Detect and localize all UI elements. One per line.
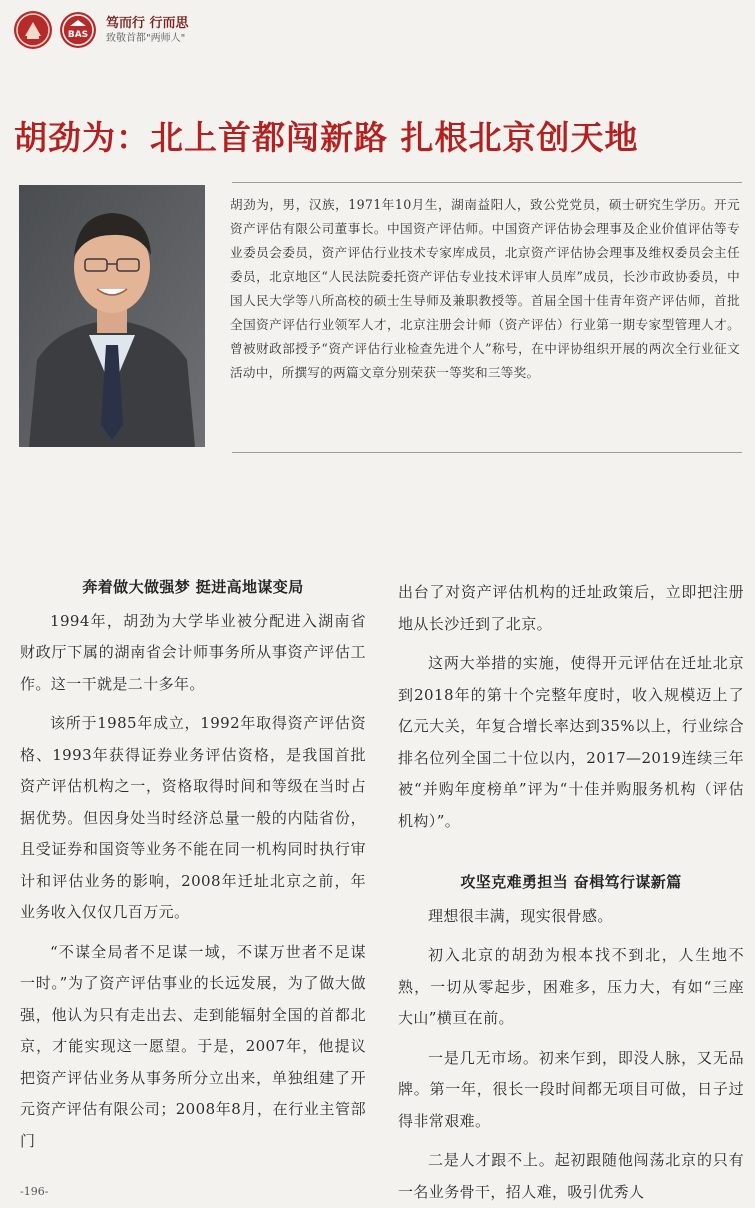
portrait-photo (19, 185, 205, 447)
page-number: -196- (20, 1185, 49, 1198)
motto-line-2: 致敬首都"两师人" (106, 32, 186, 44)
section-heading: 攻坚克难勇担当 奋楫笃行谋新篇 (460, 873, 682, 891)
paragraph: 出台了对资产评估机构的迁址政策后，立即把注册地从长沙迁到了北京。 (398, 583, 744, 633)
motto-line-1: 笃而行 行而思 (106, 15, 189, 31)
paragraph: 该所于1985年成立，1992年取得资产评估资格、1993年获得证券业务评估资格，是我国首批资产评估机构之一，资格取得时间和等级在当时占据优势。但因身处当时经济总量一般的内陆省份，且受证券和国资等业务不能在同一机构同时执行审计和评估业务的影响，2008年迁址北京之前，年业务收入仅仅几百万元。 (20, 714, 366, 921)
paragraph: 一是几无市场。初来乍到，即没人脉，又无品牌。第一年，很长一段时间都无项目可做，日子过得非常艰难。 (398, 1048, 744, 1130)
svg-text:BAS: BAS (67, 30, 89, 40)
paragraph: 1994年，胡劲为大学毕业被分配进入湖南省财政厅下属的湖南省会计师事务所从事资产评估工作。这一干就是二十多年。 (20, 611, 366, 693)
article-title: 胡劲为：北上首都闯新路 扎根北京创天地 (14, 118, 639, 157)
article-column-left (20, 572, 366, 1157)
paragraph: 二是人才跟不上。起初跟随他闯荡北京的只有一名业务骨干，招人难，吸引优秀人 (398, 1151, 744, 1201)
bas-logo-icon (60, 12, 96, 48)
page-header (14, 8, 189, 52)
section-heading: 奔着做大做强梦 挺进高地谋变局 (82, 578, 304, 596)
article-column-right (398, 577, 744, 1208)
paragraph: 这两大举措的实施，使得开元评估在迁址北京到2018年的第十个完整年度时，收入规模迈上了亿元大关，年复合增长率达到35%以上，行业综合排名位列全国二十位以内，2017—2019连续三年被“并购年度榜单”评为“十佳并购服务机构（评估机构）”。 (398, 654, 744, 830)
association-emblem-icon (14, 11, 52, 49)
paragraph: “不谋全局者不足谋一域，不谋万世者不足谋一时。”为了资产评估事业的长远发展，为了做大做强，他认为只有走出去、走到能辐射全国的首都北京，才能实现这一愿望。于是，2007年，他提议把资产评估业务从事务所分立出来，单独组建了开元资产评估有限公司；2008年8月，在行业主管部门 (20, 942, 366, 1150)
section-gap (398, 837, 744, 867)
paragraph: 初入北京的胡劲为根本找不到北，人生地不熟，一切从零起步，困难多，压力大，有如“三座大山”横亘在前。 (398, 946, 744, 1027)
header-motto (106, 17, 189, 44)
bio-top-divider (232, 182, 742, 183)
bio-bottom-divider (232, 452, 742, 453)
author-bio: 胡劲为，男，汉族，1971年10月生，湖南益阳人，致公党党员，硕士研究生学历。开元资产评估有限公司董事长。中国资产评估师。中国资产评估协会理事及企业价值评估等专业委员会委员，资产评估行业技术专家库成员，北京资产评估协会理事及维权委员会主任委员，北京地区“人民法院委托资产评估专业技术评审人员库”成员，长沙市政协委员，中国人民大学等八所高校的硕士生导师及兼职教授等。首届全国十佳青年资产评估师，首批全国资产评估行业领军人才，北京注册会计师（资产评估）行业第一期专家型管理人才。曾被财政部授予“资产评估行业检查先进个人”称号，在中评协组织开展的两次全行业征文活动中，所撰写的两篇文章分别荣获一等奖和三等奖。 (230, 197, 740, 380)
paragraph: 理想很丰满，现实很骨感。 (428, 906, 613, 925)
